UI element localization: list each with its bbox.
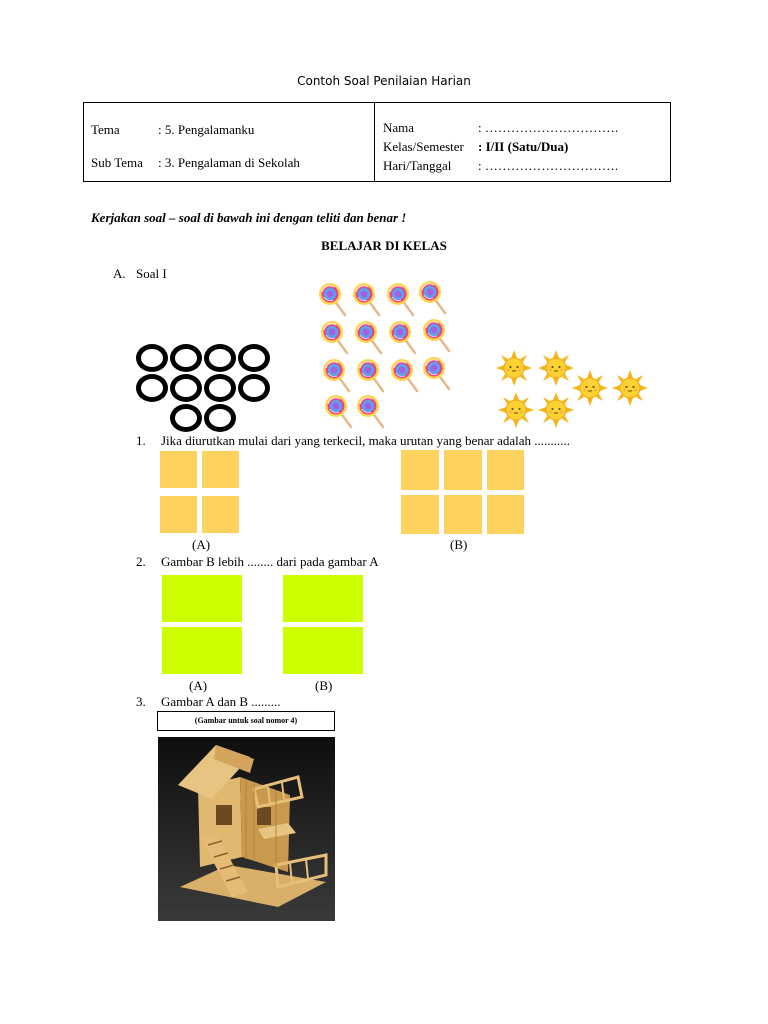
- subtema-value: : 3. Pengalaman di Sekolah: [158, 155, 300, 170]
- section-letter: A.: [113, 266, 126, 281]
- question-number: 1.: [136, 433, 146, 448]
- lollipop-icon: [418, 280, 448, 316]
- page-title: Contoh Soal Penilaian Harian: [297, 74, 471, 88]
- yellow-square: [444, 495, 482, 534]
- yellow-square: [202, 496, 239, 533]
- nama-value: : ………………………….: [478, 120, 619, 135]
- square-group-a: [160, 451, 240, 535]
- section-label: Soal I: [136, 266, 167, 281]
- lollipop-icon: [388, 320, 418, 356]
- lollipop-icon: [354, 320, 384, 356]
- lollipop-group: [318, 282, 458, 430]
- yellow-square: [401, 495, 439, 534]
- sun-icon: [612, 370, 648, 406]
- sun-icon: [572, 370, 608, 406]
- hari-value: : ………………………….: [478, 158, 619, 173]
- lollipop-icon: [356, 358, 386, 394]
- green-rect: [283, 627, 363, 674]
- question-text: Gambar A dan B .........: [161, 694, 281, 709]
- lollipop-icon: [390, 358, 420, 394]
- lollipop-icon: [386, 282, 416, 318]
- ring-group: [136, 344, 276, 432]
- subtema-label: Sub Tema: [91, 155, 143, 170]
- lollipop-icon: [422, 356, 452, 392]
- lollipop-icon: [356, 394, 386, 430]
- section-heading: BELAJAR DI KELAS: [321, 238, 447, 253]
- sun-group: [496, 350, 652, 430]
- image-caption: (Gambar untuk soal nomor 4): [157, 711, 335, 731]
- ring-icon: [238, 374, 270, 402]
- question-number: 3.: [136, 694, 146, 709]
- question-text: Gambar B lebih ........ dari pada gambar A: [161, 554, 379, 569]
- sun-icon: [538, 350, 574, 386]
- ring-icon: [204, 344, 236, 372]
- sun-icon: [538, 392, 574, 428]
- ring-icon: [204, 374, 236, 402]
- lollipop-icon: [318, 282, 348, 318]
- kelas-value: : I/II (Satu/Dua): [478, 139, 569, 154]
- sun-icon: [498, 392, 534, 428]
- yellow-square: [487, 450, 524, 490]
- option-label-b: (B): [315, 678, 333, 693]
- yellow-square: [160, 496, 197, 533]
- lollipop-icon: [320, 320, 350, 356]
- tema-label: Tema: [91, 122, 120, 137]
- green-rect: [283, 575, 363, 622]
- question-number: 2.: [136, 554, 146, 569]
- option-label-a: (A): [189, 678, 208, 693]
- ring-icon: [170, 404, 202, 432]
- nama-label: Nama: [383, 120, 415, 135]
- instruction-text: Kerjakan soal – soal di bawah ini dengan teliti dan benar !: [91, 210, 407, 225]
- ring-icon: [170, 344, 202, 372]
- yellow-square: [160, 451, 197, 488]
- header-divider: [374, 102, 375, 182]
- square-group-b: [401, 450, 525, 536]
- lollipop-icon: [324, 394, 354, 430]
- option-label-b: (B): [450, 537, 468, 552]
- option-label-a: (A): [192, 537, 211, 552]
- ring-icon: [136, 374, 168, 402]
- question-text: Jika diurutkan mulai dari yang terkecil, maka urutan yang benar adalah ...........: [161, 433, 570, 448]
- stick-house-photo: [158, 737, 335, 921]
- green-rect: [162, 575, 242, 622]
- yellow-square: [487, 495, 524, 534]
- kelas-label: Kelas/Semester: [383, 139, 464, 154]
- yellow-square: [401, 450, 439, 490]
- ring-icon: [204, 404, 236, 432]
- yellow-square: [202, 451, 239, 488]
- tema-value: : 5. Pengalamanku: [158, 122, 255, 137]
- lollipop-icon: [422, 318, 452, 354]
- yellow-square: [444, 450, 482, 490]
- ring-icon: [238, 344, 270, 372]
- ring-icon: [170, 374, 202, 402]
- lollipop-icon: [322, 358, 352, 394]
- green-rect: [162, 627, 242, 674]
- hari-label: Hari/Tanggal: [383, 158, 452, 173]
- sun-icon: [496, 350, 532, 386]
- ring-icon: [136, 344, 168, 372]
- lollipop-icon: [352, 282, 382, 318]
